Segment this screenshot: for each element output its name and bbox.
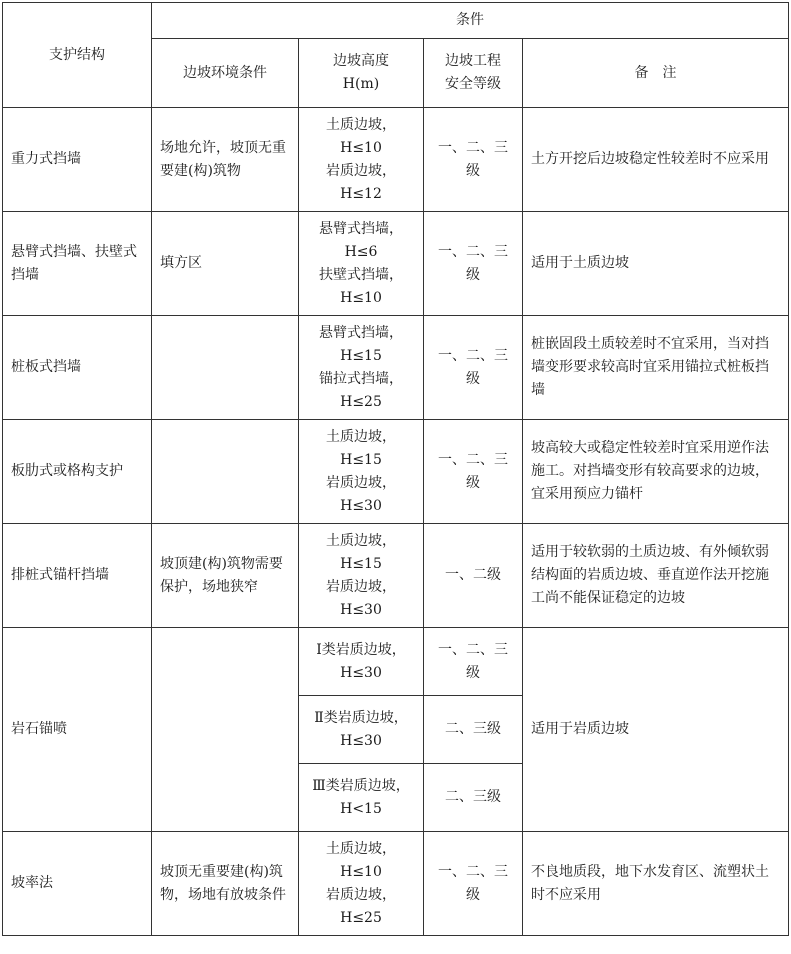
header-structure: 支护结构 (3, 3, 152, 108)
row-environment: 坡顶无重要建(构)筑物，场地有放坡条件 (152, 832, 299, 936)
row-height: 悬臂式挡墙， H≤15 锚拉式挡墙， H≤25 (299, 316, 424, 420)
header-grade: 边坡工程 安全等级 (424, 39, 523, 108)
row-grade: 二、三级 (424, 696, 523, 764)
row-structure-name: 悬臂式挡墙、扶壁式挡墙 (3, 212, 152, 316)
row-grade: 一、二、三级 (424, 108, 523, 212)
row-grade: 一、二、三级 (424, 316, 523, 420)
row-height: Ⅰ类岩质边坡， H≤30 (299, 628, 424, 696)
row-grade: 一、二、三级 (424, 212, 523, 316)
row-height: 土质边坡， H≤10 岩质边坡， H≤25 (299, 832, 424, 936)
row-grade: 一、二级 (424, 524, 523, 628)
row-remark: 适用于土质边坡 (523, 212, 789, 316)
row-remark: 适用于较软弱的土质边坡、有外倾软弱结构面的岩质边坡、垂直逆作法开挖施工尚不能保证稳定的边坡 (523, 524, 789, 628)
table-row (3, 420, 789, 524)
row-remark: 坡高较大或稳定性较差时宜采用逆作法施工。对挡墙变形有较高要求的边坡，宜采用预应力锚杆 (523, 420, 789, 524)
row-structure-name: 岩石锚喷 (3, 628, 152, 832)
table-row (3, 316, 789, 420)
table-row (3, 832, 789, 936)
row-grade: 一、二、三级 (424, 420, 523, 524)
header-conditions: 条件 (152, 3, 789, 39)
row-structure-name: 排桩式锚杆挡墙 (3, 524, 152, 628)
row-environment: 填方区 (152, 212, 299, 316)
row-height: Ⅱ类岩质边坡， H≤30 (299, 696, 424, 764)
row-structure-name: 板肋式或格构支护 (3, 420, 152, 524)
header-environment: 边坡环境条件 (152, 39, 299, 108)
row-environment (152, 316, 299, 420)
row-height: 土质边坡， H≤15 岩质边坡， H≤30 (299, 420, 424, 524)
row-structure-name: 重力式挡墙 (3, 108, 152, 212)
row-remark: 桩嵌固段土质较差时不宜采用，当对挡墙变形要求较高时宜采用锚拉式桩板挡墙 (523, 316, 789, 420)
row-remark: 土方开挖后边坡稳定性较差时不应采用 (523, 108, 789, 212)
row-environment (152, 628, 299, 832)
row-height: 悬臂式挡墙， H≤6 扶壁式挡墙， H≤10 (299, 212, 424, 316)
table-row (3, 212, 789, 316)
row-environment (152, 420, 299, 524)
table-row (3, 628, 789, 696)
row-environment: 场地允许，坡顶无重要建(构)筑物 (152, 108, 299, 212)
row-height: Ⅲ类岩质边坡， H<15 (299, 764, 424, 832)
table-row (3, 108, 789, 212)
table-row (3, 524, 789, 628)
row-remark: 不良地质段，地下水发育区、流塑状土时不应采用 (523, 832, 789, 936)
row-structure-name: 坡率法 (3, 832, 152, 936)
row-height: 土质边坡， H≤10 岩质边坡， H≤12 (299, 108, 424, 212)
header-remark: 备 注 (523, 39, 789, 108)
support-structure-table (2, 2, 789, 936)
row-height: 土质边坡， H≤15 岩质边坡， H≤30 (299, 524, 424, 628)
row-environment: 坡顶建(构)筑物需要保护，场地狭窄 (152, 524, 299, 628)
row-structure-name: 桩板式挡墙 (3, 316, 152, 420)
header-height: 边坡高度 H(m) (299, 39, 424, 108)
row-grade: 二、三级 (424, 764, 523, 832)
row-grade: 一、二、三级 (424, 832, 523, 936)
row-grade: 一、二、三级 (424, 628, 523, 696)
row-remark: 适用于岩质边坡 (523, 628, 789, 832)
